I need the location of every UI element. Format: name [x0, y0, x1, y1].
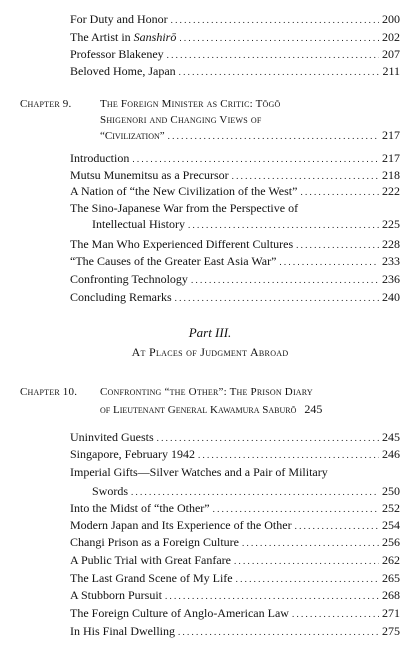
toc-entry	[70, 184, 400, 198]
toc-entry	[70, 606, 400, 620]
toc-entry-label: A Stubborn Pursuit	[70, 588, 163, 602]
toc-entry	[70, 518, 400, 532]
toc-entry-label: Imperial Gifts—Silver Watches and a Pair of Military	[70, 465, 328, 479]
toc-entry-label: Professor Blakeney	[70, 47, 164, 61]
toc-entry-page: 268	[382, 588, 400, 602]
toc-entry	[70, 624, 400, 638]
dot-leader	[295, 518, 379, 533]
toc-entry-label: In His Final Dwelling	[70, 624, 175, 638]
toc-entry	[70, 237, 400, 251]
chapter-number: Chapter 9.	[20, 98, 72, 110]
dot-leader	[234, 553, 379, 568]
toc-entry-page: 254	[382, 518, 400, 532]
toc-entry-page: 225	[382, 217, 400, 231]
toc-entry-label: For Duty and Honor	[70, 12, 168, 26]
toc-entry	[70, 430, 400, 444]
dot-leader	[131, 484, 379, 499]
toc-entry-page: 265	[382, 571, 400, 585]
toc-entry	[70, 290, 400, 304]
dot-leader	[242, 535, 379, 550]
toc-entry	[70, 168, 400, 182]
dot-leader	[232, 168, 379, 183]
toc-entry-page: 207	[382, 47, 400, 61]
toc-entry-label-continued: Intellectual History	[92, 217, 185, 231]
toc-entry-page: 202	[382, 30, 400, 44]
toc-entry-page: 262	[382, 553, 400, 567]
chapter-title-last-line	[100, 402, 400, 416]
toc-entry-page: 256	[382, 535, 400, 549]
dot-leader	[198, 447, 379, 462]
toc-entry	[70, 501, 400, 515]
chapter-page: 245	[304, 402, 323, 416]
toc-entry-label: Beloved Home, Japan	[70, 64, 176, 78]
toc-entry-label: Into the Midst of “the Other”	[70, 501, 210, 515]
toc-entry-page: 217	[382, 151, 400, 165]
toc-entry-label: The Foreign Culture of Anglo-American Law	[70, 606, 289, 620]
dot-leader	[279, 254, 379, 269]
toc-entry-label	[70, 30, 176, 44]
toc-entry-page: 233	[382, 254, 400, 268]
dot-leader	[179, 64, 380, 79]
toc-entry-page: 211	[382, 64, 400, 78]
toc-entry-page: 275	[382, 624, 400, 638]
toc-entry-label: The Last Grand Scene of My Life	[70, 571, 233, 585]
toc-entry	[70, 254, 400, 268]
toc-entry-label-prefix: The Artist in	[70, 30, 134, 44]
toc-entry-page: 252	[382, 501, 400, 515]
toc-entry-label: Introduction	[70, 151, 130, 165]
toc-entry-page: 240	[382, 290, 400, 304]
chapter-title-last-line	[100, 128, 400, 142]
dot-leader	[165, 588, 379, 603]
toc-entry	[70, 571, 400, 585]
toc-entry	[70, 588, 400, 602]
toc-entry	[70, 447, 400, 461]
chapter-number: Chapter 10.	[20, 386, 78, 398]
toc-entry-label: Uninvited Guests	[70, 430, 154, 444]
dot-leader	[188, 217, 379, 232]
chapter-title-line: Shigenori and Changing Views of	[100, 114, 262, 126]
toc-entry	[92, 484, 400, 498]
toc-entry	[70, 151, 400, 165]
part-title: At Places of Judgment Abroad	[131, 345, 289, 359]
dot-leader	[132, 151, 379, 166]
toc-entry-label: Mutsu Munemitsu as a Precursor	[70, 168, 229, 182]
toc-entry-page: 246	[382, 447, 400, 461]
dot-leader	[168, 128, 379, 143]
toc-entry-page: 250	[382, 484, 400, 498]
part-number: Part III.	[188, 325, 232, 340]
toc-entry	[70, 64, 400, 78]
toc-entry-page: 271	[382, 606, 400, 620]
chapter-title-line: The Foreign Minister as Critic: Tōgō	[100, 98, 281, 110]
chapter-page: 217	[382, 128, 400, 142]
toc-entry	[70, 553, 400, 567]
dot-leader	[167, 47, 379, 62]
dot-leader	[179, 30, 379, 45]
dot-leader	[213, 501, 379, 516]
dot-leader	[157, 430, 379, 445]
toc-entry-label: A Public Trial with Great Fanfare	[70, 553, 231, 567]
dot-leader	[300, 184, 379, 199]
toc-entry-label: The Man Who Experienced Different Cultures	[70, 237, 294, 251]
toc-entry-label: Confronting Technology	[70, 272, 188, 286]
dot-leader	[191, 272, 379, 287]
toc-entry-label: A Nation of “the New Civilization of the West”	[70, 184, 298, 198]
dot-leader	[292, 606, 379, 621]
toc-entry	[92, 217, 400, 231]
dot-leader	[175, 290, 379, 305]
toc-entry-page: 200	[382, 12, 400, 26]
toc-entry-label: Modern Japan and Its Experience of the Other	[70, 518, 292, 532]
toc-entry-label-italic: Sanshirō	[133, 30, 177, 44]
toc-entry	[70, 535, 400, 549]
toc-entry-label: Changi Prison as a Foreign Culture	[70, 535, 239, 549]
toc-entry-label: Concluding Remarks	[70, 290, 172, 304]
toc-entry	[70, 12, 400, 26]
chapter-title-line: of Lieutenant General Kawamura Saburō	[100, 404, 297, 416]
toc-entry	[70, 47, 400, 61]
toc-entry-label: Singapore, February 1942	[70, 447, 195, 461]
toc-entry-page: 245	[382, 430, 400, 444]
toc-entry-label: The Sino-Japanese War from the Perspective of	[70, 201, 299, 215]
toc-entry-page: 236	[382, 272, 400, 286]
dot-leader	[236, 571, 379, 586]
dot-leader	[296, 237, 379, 252]
toc-entry	[70, 272, 400, 286]
dot-leader	[178, 624, 379, 639]
chapter-title-line: Confronting “the Other”: The Prison Diary	[100, 386, 313, 398]
chapter-title-line: “Civilization”	[100, 130, 165, 142]
toc-entry-label-continued: Swords	[92, 484, 129, 498]
toc-entry-page: 218	[382, 168, 400, 182]
toc-entry-page: 228	[382, 237, 400, 251]
toc-entry-page: 222	[382, 184, 400, 198]
toc-entry	[70, 30, 400, 44]
toc-entry-label: “The Causes of the Greater East Asia War”	[70, 254, 277, 268]
dot-leader	[171, 12, 379, 27]
